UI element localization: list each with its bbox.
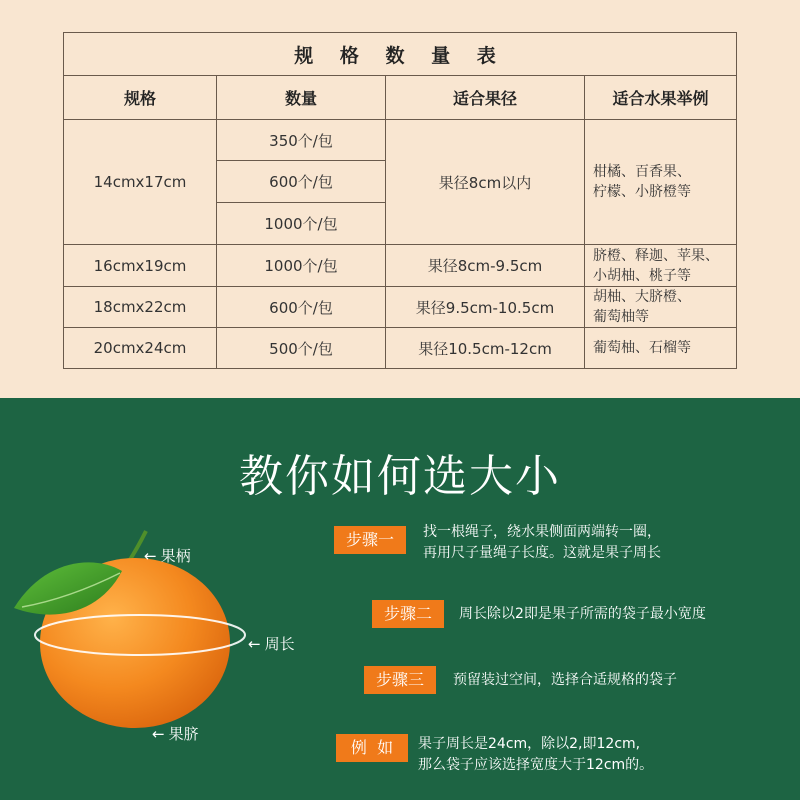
header-spec: 规格	[64, 76, 217, 120]
examples-line: 小胡柚、桃子等	[593, 267, 691, 284]
examples-line: 葡萄柚等	[593, 309, 649, 325]
step-1-badge: 步骤一	[334, 526, 406, 554]
arrow-left-icon: ←	[152, 725, 165, 743]
arrow-left-icon: ←	[248, 635, 261, 653]
table-row	[64, 120, 737, 161]
step-1-description: 找一根绳子，绕水果侧面两端转一圈， 再用尺子量绳子长度。这就是果子周长	[423, 524, 661, 561]
spec-cell: 16cmx19cm	[64, 245, 217, 287]
girth-label: ← 周长	[248, 635, 295, 653]
step-2-badge: 步骤二	[372, 600, 444, 628]
table-title: 规 格 数 量 表	[64, 33, 737, 76]
diameter-cell: 果径10.5cm-12cm	[386, 328, 585, 369]
arrow-left-icon: ←	[144, 547, 157, 565]
step-3-badge: 步骤三	[364, 666, 436, 694]
examples-line: 胡柚、大脐橙、	[593, 289, 691, 305]
spec-cell: 20cmx24cm	[64, 328, 217, 369]
table-header-row	[64, 76, 737, 120]
table-row	[64, 287, 737, 328]
quantity-cell: 600个/包	[217, 161, 386, 203]
quantity-cell: 350个/包	[217, 120, 386, 161]
examples-line: 葡萄柚、石榴等	[593, 340, 691, 356]
examples-line: 脐橙、释迦、苹果、	[593, 247, 719, 264]
diameter-cell: 果径8cm以内	[386, 120, 585, 245]
examples-cell	[585, 328, 737, 369]
size-guide-section	[0, 398, 800, 800]
examples-line: 柑橘、百香果、	[593, 164, 691, 180]
stem-label: ← 果柄	[144, 547, 191, 565]
guide-heading: 教你如何选大小	[239, 451, 561, 502]
spec-quantity-table	[63, 32, 737, 369]
examples-cell	[585, 245, 737, 287]
table-row	[64, 245, 737, 287]
example-description: 果子周长是24cm，除以2,即12cm, 那么袋子应该选择宽度大于12cm的。	[418, 736, 654, 773]
quantity-cell: 1000个/包	[217, 203, 386, 245]
diameter-cell: 果径8cm-9.5cm	[386, 245, 585, 287]
diameter-cell: 果径9.5cm-10.5cm	[386, 287, 585, 328]
navel-label: ← 果脐	[152, 725, 199, 743]
header-quantity: 数量	[217, 76, 386, 120]
example-badge: 例 如	[336, 734, 408, 762]
header-diameter: 适合果径	[386, 76, 585, 120]
quantity-cell: 600个/包	[217, 287, 386, 328]
spec-cell: 18cmx22cm	[64, 287, 217, 328]
examples-cell	[585, 287, 737, 328]
header-examples: 适合水果举例	[585, 76, 737, 120]
spec-section	[0, 0, 800, 398]
quantity-cell: 500个/包	[217, 328, 386, 369]
step-2-description: 周长除以2即是果子所需的袋子最小宽度	[459, 606, 706, 622]
spec-cell: 14cmx17cm	[64, 120, 217, 245]
examples-line: 柠檬、小脐橙等	[593, 184, 691, 200]
examples-cell	[585, 120, 737, 245]
step-3-description: 预留装过空间，选择合适规格的袋子	[453, 672, 677, 688]
orange-diagram	[0, 513, 330, 753]
quantity-cell: 1000个/包	[217, 245, 386, 287]
table-row	[64, 328, 737, 369]
